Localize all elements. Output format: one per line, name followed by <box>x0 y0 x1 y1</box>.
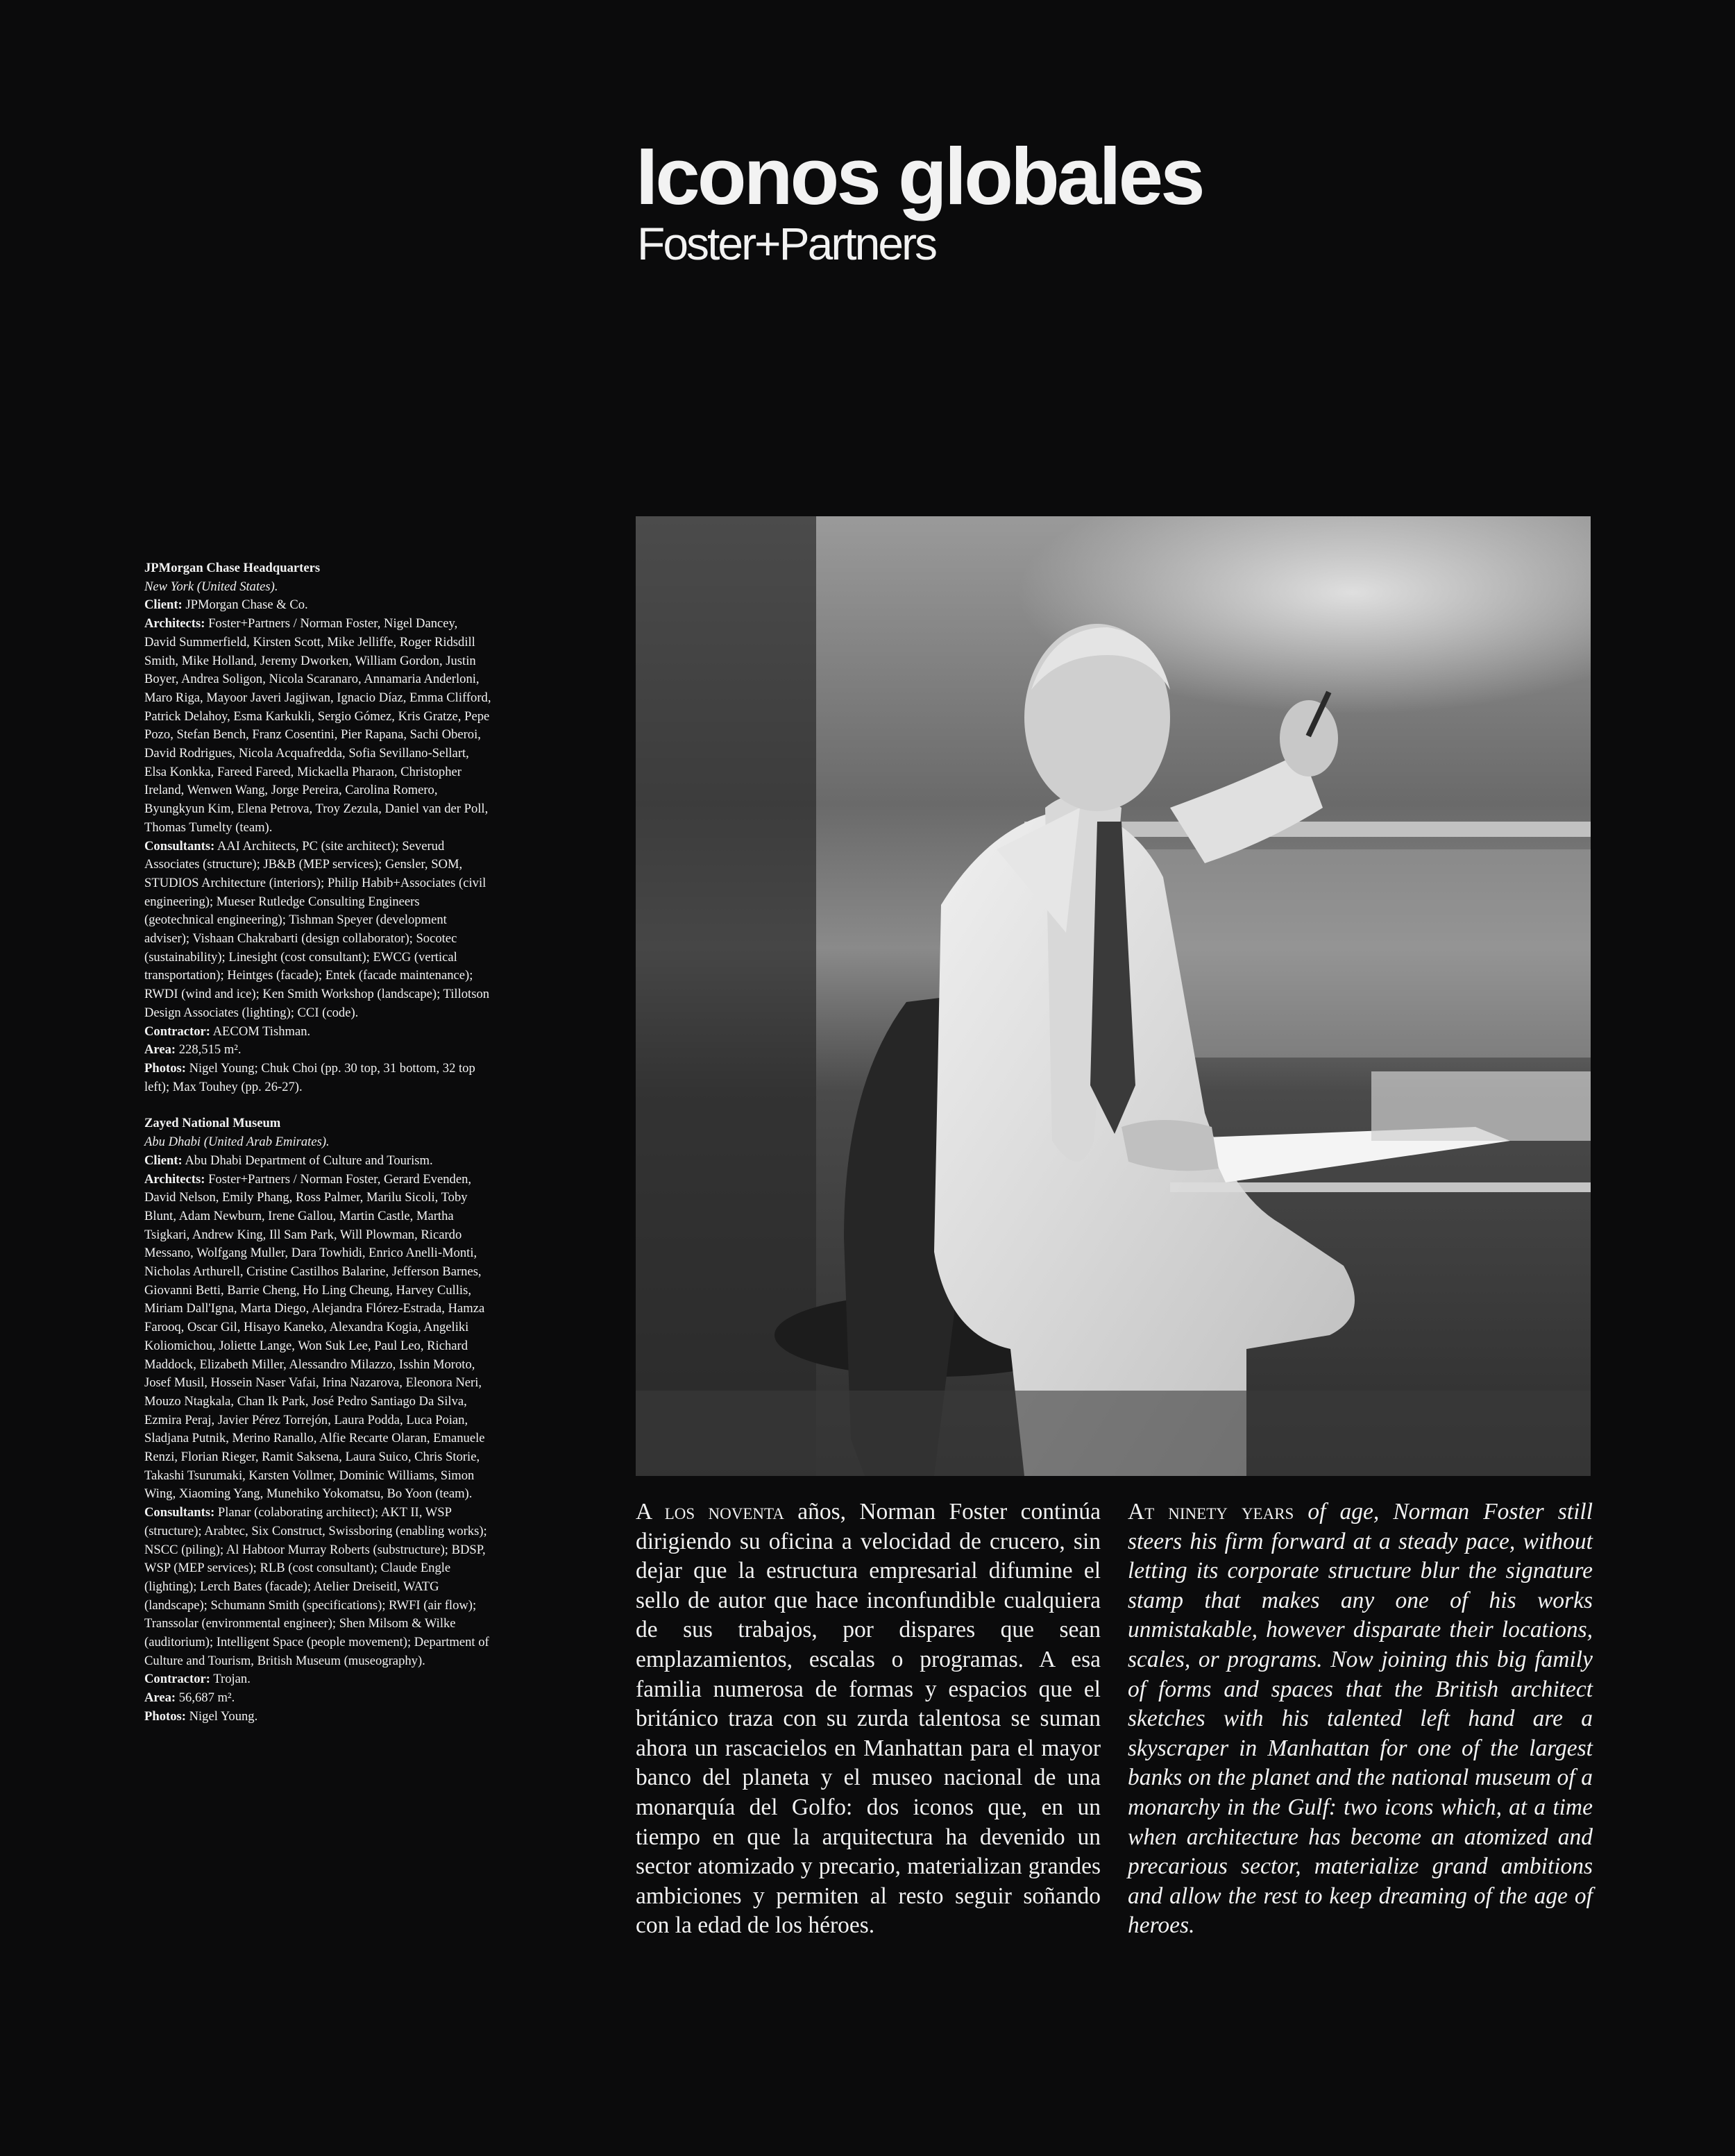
architects-value: Foster+Partners / Norman Foster, Nigel Dancey, David Summerfield, Kirsten Scott, Mike Jelliffe, Roger Ridsdill Smith, Mike Holland, Jeremy Dworken, William Gordon, Justin Boyer, Andrea Soligon, Nicola Scaranaro, Annamaria Anderloni, Maro Riga, Mayoor Javeri Jagjiwan, Ignacio Díaz, Emma Clifford, Patrick Delahoy, Esma Karkukli, Sergio Gómez, Kris Gratze, Pepe Pozo, Stefan Bench, Franz Cosentini, Pier Rapana, Sachi Oberoi, David Rodrigues, Nicola Acquafredda, Sofia Sevillano-Sellart, Elsa Konkka, Fareed Fareed, Mickaella Pharaon, Christopher Ireland, Wenwen Wang, Jorge Pereira, Carolina Romero, Byungkyun Kim, Elena Petrova, Troy Zezula, Daniel van der Poll, Thomas Tumelty (team). <box>144 616 491 835</box>
client-label: Client: <box>144 1153 183 1168</box>
area-value: 56,687 m². <box>178 1690 235 1706</box>
page-title: Iconos globales <box>636 131 1203 221</box>
client-value: JPMorgan Chase & Co. <box>185 597 308 613</box>
intro-body-en: of age, Norman Foster still steers his firm forward at a steady pace, without letting its corporate structure blur the signature stamp that makes any one of his works unmistakable, however disparate their locations, scales, or programs. Now joining this big family of forms and spaces that the British architect sketches with his talented left hand are a skyscraper in Manhattan for one of the largest banks on the planet and the national museum of a monarchy in the Gulf: two icons which, at a time when architecture has become an atomized and precarious sector, materialize grand ambitions and allow the rest to keep dreaming of the age of heroes. <box>1128 1499 1593 1939</box>
intro-text-es <box>636 1497 1101 1941</box>
client-value: Abu Dhabi Department of Culture and Tourism. <box>185 1153 433 1168</box>
contractor-value: Trojan. <box>213 1672 251 1687</box>
portrait-photo-illustration <box>636 516 1591 1476</box>
project-credit-block <box>144 559 491 1096</box>
architects-value: Foster+Partners / Norman Foster, Gerard Evenden, David Nelson, Emily Phang, Ross Palmer, Marilu Sicoli, Toby Blunt, Adam Newburn, Irene Gallou, Martin Castle, Martha Tsigkari, Andrew King, Ill Sam Park, Will Plowman, Ricardo Messano, Wolfgang Muller, Dara Towhidi, Enrico Anelli-Monti, Nicholas Arthurell, Cristine Castilhos Balarine, Jefferson Barnes, Giovanni Betti, Barrie Cheng, Ho Ling Cheung, Harvey Cullis, Miriam Dall'Igna, Marta Diego, Alejandra Flórez-Estrada, Hamza Farooq, Oscar Gil, Hisayo Kaneko, Alexandra Kogia, Angeliki Koliomichou, Joliette Lange, Won Suk Lee, Paul Leo, Richard Maddock, Elizabeth Miller, Alessandro Milazzo, Isshin Moroto, Josef Musil, Hossein Naser Vafai, Irina Nazarova, Eleonora Neri, Mouzo Ntagkala, Chan Ik Park, José Pedro Santiago Da Silva, Ezmira Peraj, Javier Pérez Torrejón, Laura Podda, Luca Poian, Sladjana Putnik, Merino Ranallo, Alfie Recarte Olaran, Emanuele Renzi, Florian Rieger, Ramit Saksena, Laura Suico, Chris Storie, Takashi Tsurumaki, Karsten Vollmer, Dominic Williams, Simon Wing, Xiaoming Yang, Munehiko Yokomatsu, Bo Yoon (team). <box>144 1171 485 1502</box>
project-name: Zayed National Museum <box>144 1116 281 1131</box>
project-name: JPMorgan Chase Headquarters <box>144 561 321 575</box>
photos-value: Nigel Young; Chuk Choi (pp. 30 top, 31 bottom, 32 top left); Max Touhey (pp. 26-27). <box>144 1060 475 1094</box>
project-location: New York (United States). <box>144 579 278 594</box>
intro-text-en <box>1128 1497 1593 1941</box>
area-label: Area: <box>144 1690 176 1706</box>
client-label: Client: <box>144 597 183 613</box>
page-subtitle: Foster+Partners <box>637 218 936 269</box>
architects-label: Architects: <box>144 616 205 631</box>
intro-body-es: años, Norman Foster continúa dirigiendo su oficina a velocidad de crucero, sin dejar que la estructura empresarial difumine el sello de autor que hace inconfundible cualquiera de sus trabajos, por dispares que sean emplazamientos, escalas o programas. A esa familia numerosa de formas y espacios que el británico traza con su zurda talentosa se suman ahora un rascacielos en Manhattan para el mayor banco del planeta y el museo nacional de una monarquía del Golfo: dos iconos que, en un tiempo en que la arquitectura ha devenido un sector atomizado y precario, materializan grandes ambiciones y permiten al resto seguir soñando con la edad de los héroes. <box>636 1499 1101 1939</box>
architects-label: Architects: <box>144 1171 205 1187</box>
photos-label: Photos: <box>144 1708 186 1724</box>
intro-lead-en: At ninety years <box>1128 1499 1294 1525</box>
intro-lead-es: A los noventa <box>636 1499 784 1525</box>
consultants-label: Consultants: <box>144 838 215 854</box>
contractor-label: Contractor: <box>144 1672 210 1687</box>
portrait-photo <box>636 516 1591 1476</box>
photos-label: Photos: <box>144 1060 186 1076</box>
area-label: Area: <box>144 1042 176 1058</box>
project-credit-block <box>144 1114 491 1726</box>
consultants-value: Planar (colaborating architect); AKT II, WSP (structure); Arabtec, Six Construct, Swissboring (enabling works); NSCC (piling); Al Habtoor Murray Roberts (substructure); BDSP, WSP (MEP services); RLB (cost consultant); Claude Engle (lighting); Lerch Bates (facade); Atelier Dreiseitl, WATG (landscape); Schumann Smith (specifications); RWFI (air flow); Transsolar (environmental engineer); Shen Milsom & Wilke (auditorium); Intelligent Space (people movement); Department of Culture and Tourism, British Museum (museography). <box>144 1505 489 1668</box>
consultants-value: AAI Architects, PC (site architect); Severud Associates (structure); JB&B (MEP services); Gensler, SOM, STUDIOS Architecture (interiors); Philip Habib+Associates (civil engineering); Mueser Rutledge Consulting Engineers (geotechnical engineering); Tishman Speyer (development adviser); Vishaan Chakrabarti (design collaborator); Socotec (sustainability); Linesight (cost consultant); EWCG (vertical transportation); Heintges (facade); Entek (facade maintenance); RWDI (wind and ice); Ken Smith Workshop (landscape); Tillotson Design Associates (lighting); CCI (code). <box>144 838 490 1020</box>
contractor-value: AECOM Tishman. <box>212 1024 311 1039</box>
project-location: Abu Dhabi (United Arab Emirates). <box>144 1135 330 1150</box>
photos-value: Nigel Young. <box>189 1708 258 1724</box>
area-value: 228,515 m². <box>178 1042 242 1058</box>
contractor-label: Contractor: <box>144 1024 210 1039</box>
consultants-label: Consultants: <box>144 1505 215 1520</box>
project-credits <box>144 559 491 1726</box>
